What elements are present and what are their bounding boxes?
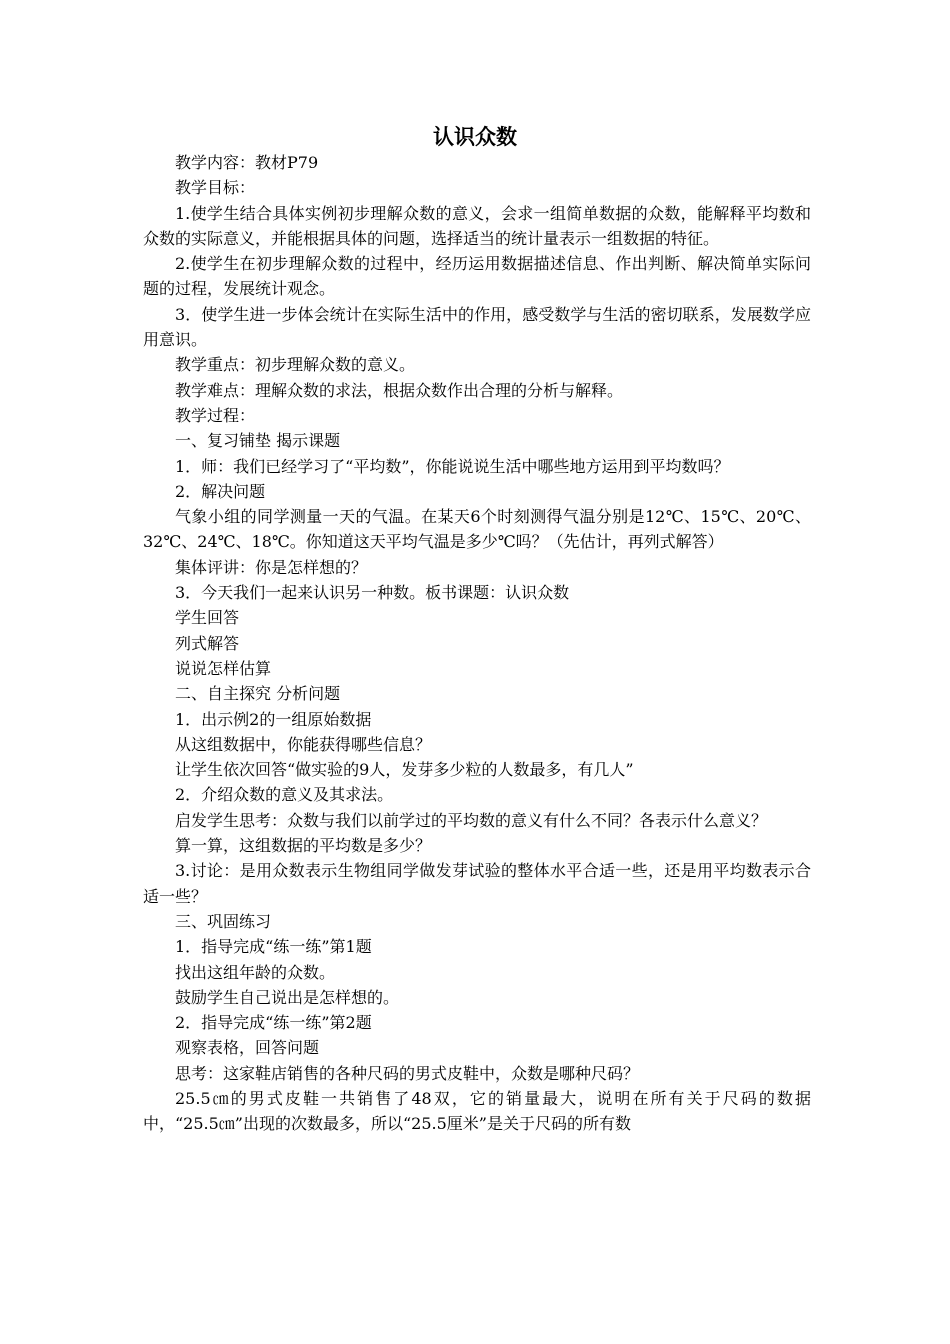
paragraph: 鼓励学生自己说出是怎样想的。 xyxy=(175,987,400,1007)
paragraph: 气象小组的同学测量一天的气温。在某天6个时刻测得气温分别是12℃、15℃、20℃、32℃、24℃、18℃。你知道这天平均气温是多少℃吗？（先估计，再列式解答） xyxy=(143,507,811,552)
paragraph: 找出这组年龄的众数。 xyxy=(175,962,336,982)
paragraph: 1．指导完成“练一练”第1题 xyxy=(175,937,372,957)
paragraph: 25.5㎝的男式皮鞋一共销售了48双，它的销量最大，说明在所有关于尺码的数据中，“25.5㎝”出现的次数最多，所以“25.5厘米”是关于尺码的所有数 xyxy=(143,1088,811,1134)
paragraph: 一、复习铺垫 揭示课题 xyxy=(175,431,341,451)
paragraph: 学生回答 xyxy=(175,608,240,628)
paragraph: 说说怎样估算 xyxy=(175,658,272,678)
paragraph: 教学过程： xyxy=(175,405,256,425)
document-title: 认识众数 xyxy=(433,125,517,149)
document-body xyxy=(143,150,811,1137)
paragraph: 从这组数据中，你能获得哪些信息？ xyxy=(175,734,432,754)
paragraph: 启发学生思考：众数与我们以前学过的平均数的意义有什么不同？各表示什么意义？ xyxy=(175,810,768,830)
paragraph: 2．指导完成“练一练”第2题 xyxy=(175,1013,372,1033)
paragraph: 观察表格，回答问题 xyxy=(175,1038,320,1058)
paragraph: 1．出示例2的一组原始数据 xyxy=(175,709,372,729)
paragraph: 集体评讲：你是怎样想的？ xyxy=(175,557,368,577)
paragraph: 列式解答 xyxy=(175,633,240,653)
paragraph: 三、巩固练习 xyxy=(175,911,272,931)
paragraph: 3.讨论：是用众数表示生物组同学做发芽试验的整体水平合适一些，还是用平均数表示合适一些？ xyxy=(143,861,811,906)
paragraph: 教学内容：教材P79 xyxy=(175,153,319,172)
paragraph: 让学生依次回答“做实验的9人，发芽多少粒的人数最多，有几人” xyxy=(175,760,634,780)
paragraph: 二、自主探究 分析问题 xyxy=(175,684,341,704)
paragraph: 2．介绍众数的意义及其求法。 xyxy=(175,785,394,805)
paragraph: 1．师：我们已经学习了“平均数”，你能说说生活中哪些地方运用到平均数吗？ xyxy=(175,456,730,476)
paragraph: 教学重点：初步理解众数的意义。 xyxy=(175,355,416,375)
paragraph: 3．今天我们一起来认识另一种数。板书课题：认识众数 xyxy=(175,583,570,603)
paragraph: 教学目标： xyxy=(175,178,256,198)
paragraph: 2.使学生在初步理解众数的过程中，经历运用数据描述信息、作出判断、解决简单实际问题的过程，发展统计观念。 xyxy=(143,254,811,299)
paragraph: 算一算，这组数据的平均数是多少？ xyxy=(175,836,432,856)
paragraph: 2．解决问题 xyxy=(175,481,266,501)
paragraph: 思考：这家鞋店销售的各种尺码的男式皮鞋中，众数是哪种尺码？ xyxy=(175,1063,640,1083)
paragraph: 教学难点：理解众数的求法，根据众数作出合理的分析与解释。 xyxy=(175,380,624,400)
paragraph: 3．使学生进一步体会统计在实际生活中的作用，感受数学与生活的密切联系，发展数学应用意识。 xyxy=(143,304,811,350)
paragraph: 1.使学生结合具体实例初步理解众数的意义，会求一组简单数据的众数，能解释平均数和众数的实际意义，并能根据具体的问题，选择适当的统计量表示一组数据的特征。 xyxy=(143,203,811,248)
